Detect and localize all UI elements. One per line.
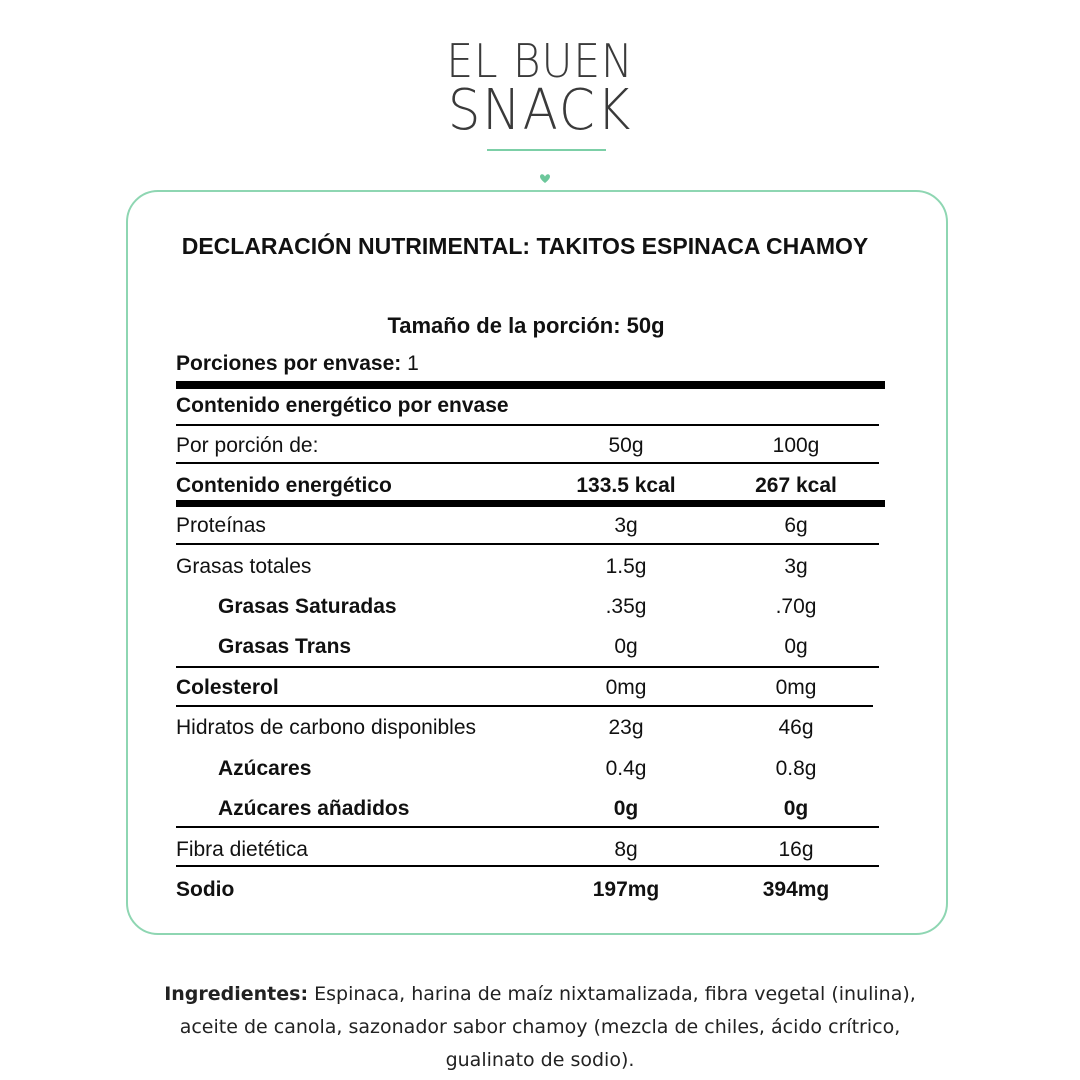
table-row-saturated-fat: Grasas Saturadas .35g .70g <box>218 595 817 618</box>
divider <box>176 543 879 545</box>
table-row-energy: Contenido energético 133.5 kcal 267 kcal <box>176 474 837 497</box>
energy-header: Contenido energético por envase <box>176 394 509 417</box>
table-row-sugars: Azúcares 0.4g 0.8g <box>218 757 817 780</box>
divider <box>176 865 879 867</box>
divider <box>176 705 873 707</box>
leaf-heart-icon <box>537 170 553 186</box>
ingredients-text <box>140 978 940 1077</box>
table-row-trans-fat: Grasas Trans 0g 0g <box>218 635 808 658</box>
servings-row <box>176 344 884 384</box>
table-row-carbohydrates: Hidratos de carbono disponibles 23g 46g <box>176 716 814 739</box>
table-row-portion: Por porción de: 50g 100g <box>176 434 820 457</box>
table-row-fiber: Fibra dietética 8g 16g <box>176 838 814 861</box>
energy-header-row <box>176 386 884 426</box>
divider <box>176 826 879 828</box>
logo-divider <box>487 149 606 151</box>
table-row-cholesterol: Colesterol 0mg 0mg <box>176 676 817 699</box>
label-title: DECLARACIÓN NUTRIMENTAL: TAKITOS ESPINACA CHAMOY <box>181 233 869 259</box>
servings-label: Porciones por envase: <box>176 352 402 375</box>
divider <box>176 462 879 464</box>
serving-size: Tamaño de la porción: 50g <box>387 313 665 338</box>
ingredients-heading: Ingredientes: <box>164 983 309 1005</box>
table-row-sodium: Sodio 197mg 394mg <box>176 878 830 901</box>
table-row-added-sugars: Azúcares añadidos 0g 0g <box>218 797 809 820</box>
table-row-total-fat: Grasas totales 1.5g 3g <box>176 555 808 578</box>
table-row-protein: Proteínas 3g 6g <box>176 514 808 537</box>
brand-logo-line1: EL BUEN <box>446 34 634 88</box>
servings-value: 1 <box>407 352 419 375</box>
brand-logo-line2: SNACK <box>447 78 633 143</box>
ingredients-list: Espinaca, harina de maíz nixtamalizada, fibra vegetal (inulina), aceite de canola, sazonador sabor chamoy (mezcla de chiles, ácido crítrico, gualinato de sodio). <box>179 983 916 1071</box>
